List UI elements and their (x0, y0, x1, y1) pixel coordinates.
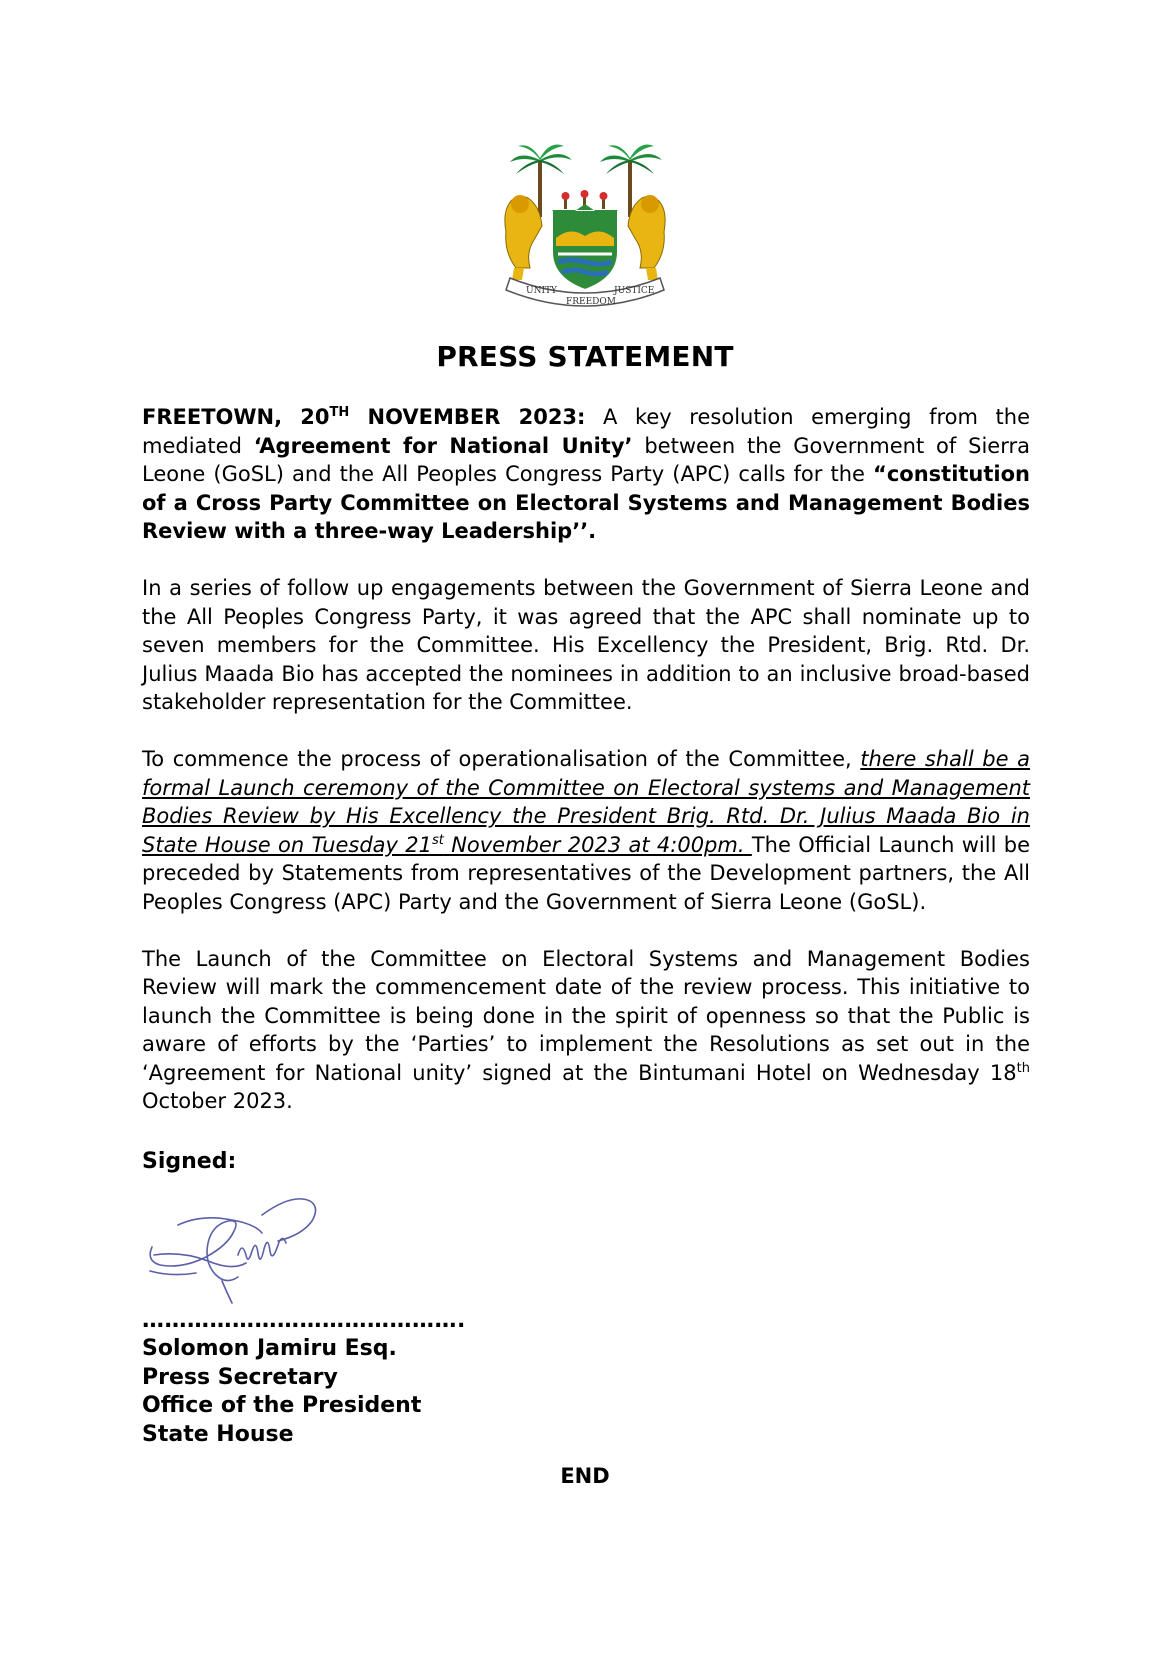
motto-word-3: JUSTICE (614, 286, 655, 296)
paragraph-4-text-1: The Launch of the Committee on Electoral Systems and Management Bodies Review will mark the commencement date of the review process. This initiative to launch the Committee is being done in the spirit of openness so that the Public is aware of efforts by the ‘Parties’ to implement the Resolutions as set out in the ‘Agreement for National unity’ signed at the Bintumani Hotel on Wednesday 18 (142, 946, 1030, 1085)
signed-label: Signed: (142, 1149, 237, 1174)
signature-block (142, 1148, 642, 1449)
paragraph-1-text-1: A key resolution emerging from the mediated (142, 405, 1030, 458)
launch-date-superscript: st (432, 832, 444, 848)
signatory-office: Office of the President (142, 1393, 422, 1418)
paragraph-3-text-1: To commence the process of operationalisation of the Committee, (142, 746, 861, 771)
paragraph-4 (142, 945, 1030, 1117)
dateline-part-1: FREETOWN, 20 (142, 405, 330, 429)
sierra-leone-coat-of-arms-icon (490, 140, 680, 315)
agreement-title: ‘Agreement for National Unity’ (253, 433, 633, 458)
signatory-location: State House (142, 1421, 294, 1447)
launch-announcement-part-1: there shall be a formal Launch ceremony of the Committee on Electoral systems and Management Bodies Review by His Excellency the President Brig. Rtd. Dr. Julius Maada Bio in State House on Tuesday 21 (142, 746, 1031, 857)
dateline-superscript: TH (329, 405, 350, 420)
shield (552, 204, 618, 290)
launch-announcement-part-2: November 2023 at 4:00pm. (443, 832, 752, 857)
signatory-position: Press Secretary (142, 1364, 338, 1390)
paragraph-2: In a series of follow up engagements between the Government of Sierra Leone and the All Peoples Congress Party, it was agreed that the APC shall nominate up to seven members for the Committee. His Excellency the President, Brig. Rtd. Dr. Julius Maada Bio has accepted the nominees in addition to an inclusive broad-based stakeholder representation for the Committee. (142, 575, 1030, 715)
signatory-name: Solomon Jamiru Esq. (142, 1336, 397, 1361)
end-marker: END (560, 1464, 610, 1488)
paragraph-3 (142, 745, 1030, 917)
paragraph-4-text-2: October 2023. (142, 1089, 293, 1114)
signing-date-superscript: th (1016, 1060, 1030, 1076)
resolution-quote: “constitution of a Cross Party Committee on Electoral Systems and Management Bodies Review with a three-way Leadership’’. (142, 462, 1030, 544)
paragraph-3-text-2: The Official Launch will be preceded by Statements from representatives of the Development partners, the All Peoples Congress (APC) Party and the Government of Sierra Leone (GoSL). (142, 832, 1030, 914)
dateline-part-2: NOVEMBER 2023: (349, 405, 586, 429)
paragraph-1 (142, 403, 1030, 546)
lion-left (505, 195, 542, 280)
lion-right (628, 195, 665, 280)
motto-word-2: FREEDOM (566, 297, 616, 307)
signature-line: ……………………………………. (142, 1307, 466, 1333)
paragraph-1-text-2: between the Government of Sierra Leone (GoSL) and the All Peoples Congress Party (APC) calls for the (142, 433, 1030, 487)
statement-body (142, 403, 1030, 1144)
motto-word-1: UNITY (526, 286, 557, 296)
page-title: PRESS STATEMENT (436, 340, 734, 373)
handwritten-signature (142, 1185, 332, 1307)
